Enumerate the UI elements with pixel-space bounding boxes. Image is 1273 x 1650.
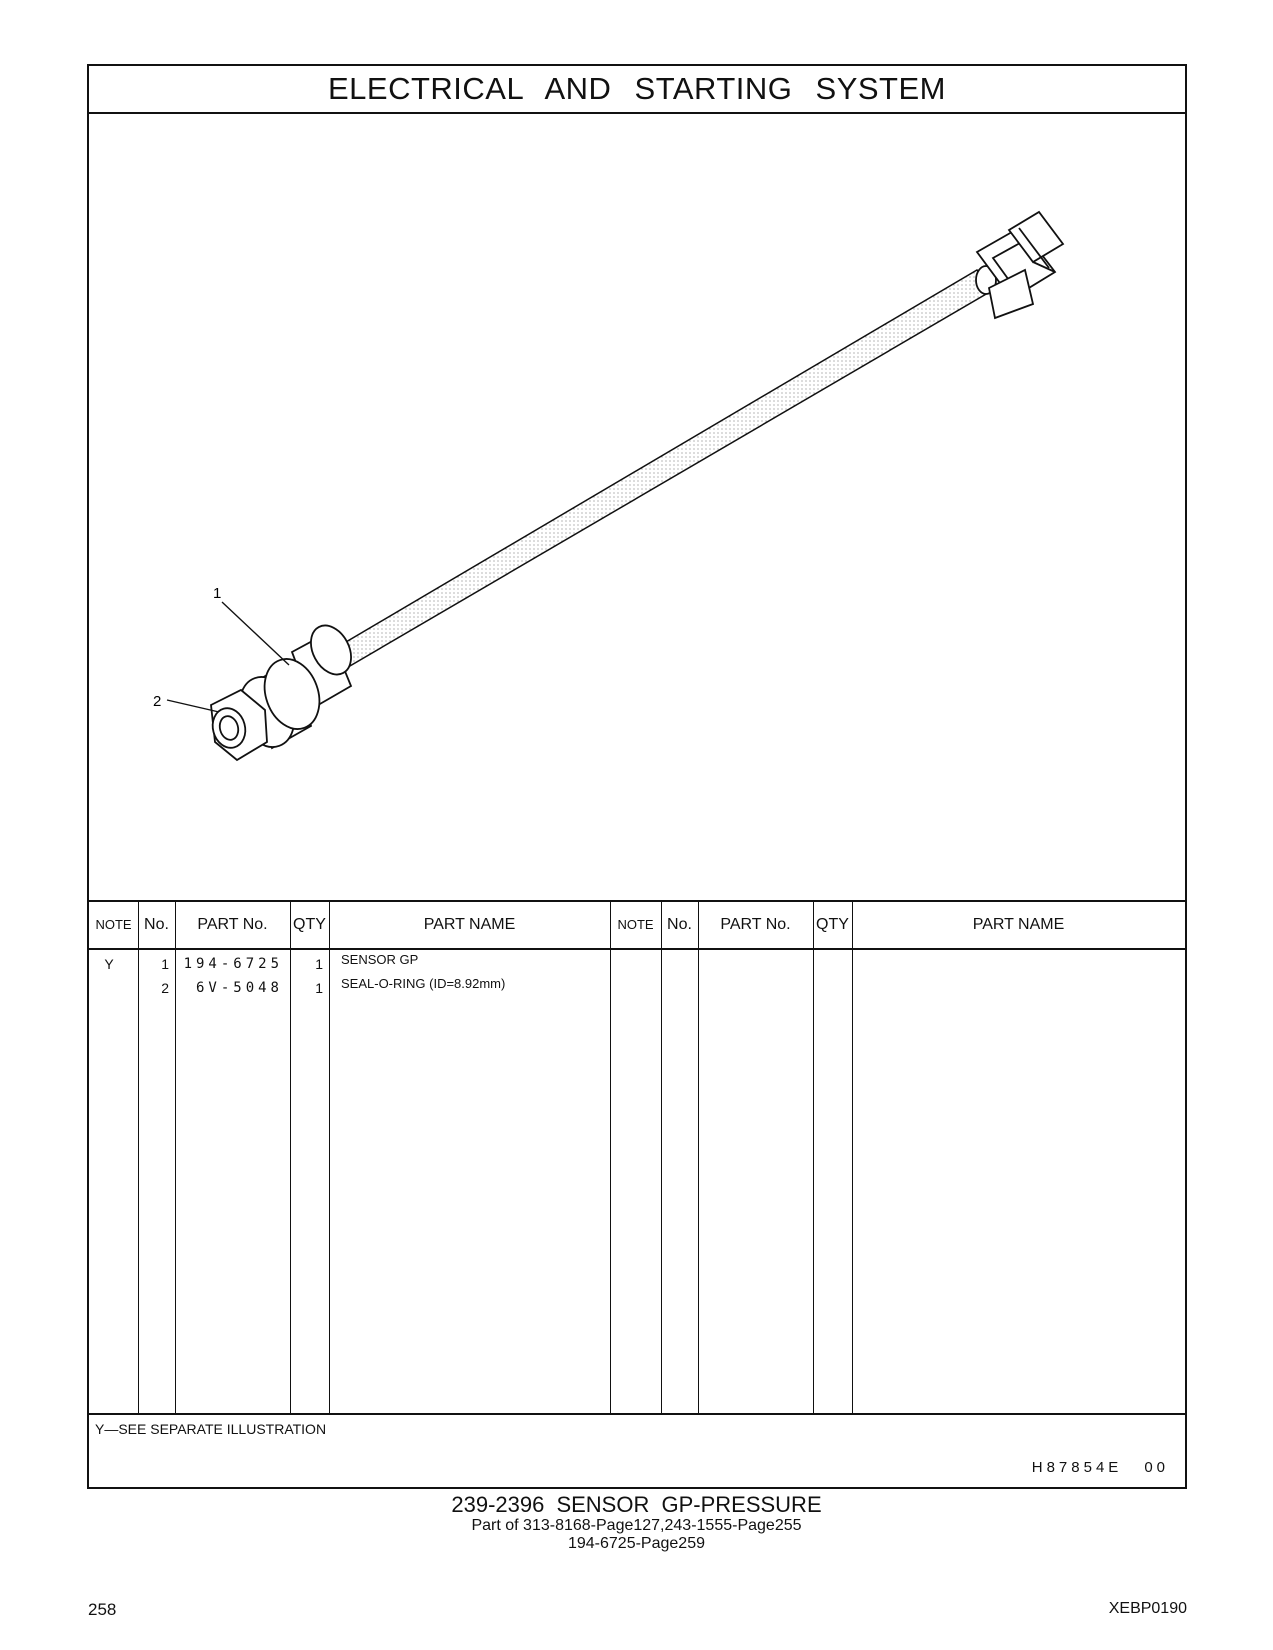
table-header-row — [89, 902, 1185, 950]
callout-2: 2 — [153, 693, 162, 710]
parts-page-frame — [87, 64, 1187, 1489]
col-no-right — [661, 902, 699, 1415]
callout-1: 1 — [213, 585, 222, 602]
header-no-right: No. — [667, 916, 692, 933]
header-part-no: PART No. — [197, 916, 268, 933]
header-part-name-right: PART NAME — [972, 916, 1065, 933]
row1-note: Y — [104, 956, 114, 972]
header-note-right: NOTE — [617, 917, 654, 932]
footnote: Y—SEE SEPARATE ILLUSTRATION — [95, 1421, 327, 1437]
electrical-connector — [976, 212, 1063, 318]
row1-qty: 1 — [315, 956, 323, 972]
row2-qty: 1 — [315, 980, 323, 996]
section-title: ELECTRICAL AND STARTING SYSTEM — [328, 71, 946, 106]
row2-part-name: SEAL-O-RING (ID=8.92mm) — [341, 976, 506, 991]
drawing-number: H87854E — [1031, 1459, 1123, 1476]
caption-part-of-2: 194-6725-Page259 — [567, 1535, 705, 1552]
document-code: XEBP0190 — [1108, 1600, 1187, 1617]
row2-part-no: 6V-5048 — [195, 980, 283, 996]
parts-illustration — [89, 112, 1185, 900]
section-title-bar — [89, 66, 1185, 114]
parts-table — [89, 900, 1185, 1415]
sensor-drawing — [89, 112, 1185, 900]
drawing-number-block — [1032, 1459, 1169, 1476]
sensor-cable — [329, 270, 993, 670]
row2-note — [89, 976, 129, 1000]
col-qty-right — [813, 902, 853, 1415]
header-qty: QTY — [293, 916, 326, 933]
row1-part-name: SENSOR GP — [341, 952, 419, 967]
row1-part-no: 194-6725 — [183, 956, 283, 972]
caption-title: 239-2396 SENSOR GP-PRESSURE — [451, 1492, 822, 1517]
col-partno-right — [698, 902, 814, 1415]
footnote-area — [89, 1413, 1185, 1487]
header-note: NOTE — [95, 917, 132, 932]
header-qty-right: QTY — [816, 916, 849, 933]
header-part-no-right: PART No. — [720, 916, 791, 933]
row1-no: 1 — [161, 956, 169, 972]
header-part-name: PART NAME — [423, 916, 516, 933]
caption-part-of-1: Part of 313-8168-Page127,243-1555-Page255 — [471, 1517, 802, 1534]
page-number: 258 — [88, 1600, 117, 1619]
col-note-right — [610, 902, 662, 1415]
drawing-revision: 00 — [1144, 1459, 1169, 1476]
figure-caption — [0, 1493, 1273, 1553]
row2-no: 2 — [161, 980, 169, 996]
header-no: No. — [144, 916, 169, 933]
